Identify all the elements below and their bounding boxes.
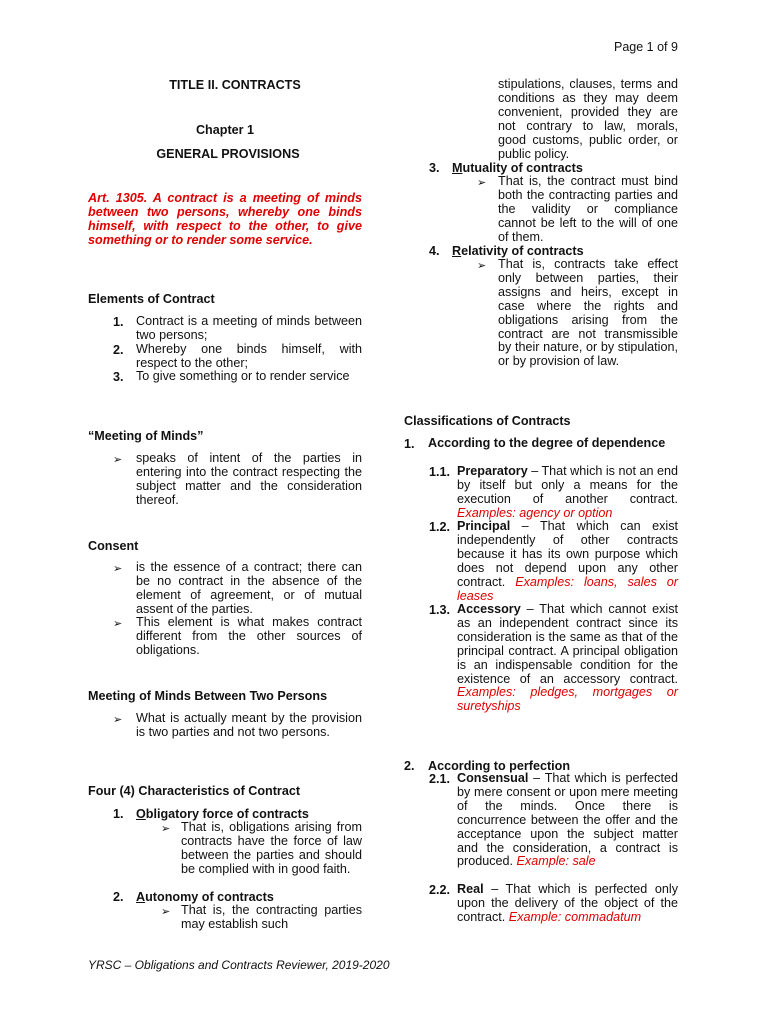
meeting-minds-heading: “Meeting of Minds” — [88, 429, 204, 443]
sub-number: 1.1. — [429, 465, 451, 479]
bullet-text: That is, the contracting parties may establish such — [181, 903, 362, 931]
two-persons-heading: Meeting of Minds Between Two Persons — [88, 689, 328, 703]
sub-number: 2.2. — [429, 883, 451, 897]
arrow-bullet-icon: ➢ — [113, 714, 123, 726]
bullet-text: speaks of intent of the parties in entering into the contract respecting the subject matter and the consideration thereof. — [136, 451, 362, 507]
bullet-text: That is, the contract must bind both the contracting parties and the validity or compliance cannot be left to the will of one of them. — [498, 174, 678, 244]
chapter-subtitle: GENERAL PROVISIONS — [156, 147, 300, 161]
article-1305: Art. 1305. A contract is a meeting of minds between two persons, whereby one binds himself, with respect to the other, to give something or to render some service. — [88, 191, 362, 247]
chapter-title: Chapter 1 — [195, 123, 255, 137]
bullet-text: What is actually meant by the provision is two parties and not two persons. — [136, 711, 362, 739]
elements-heading: Elements of Contract — [88, 292, 215, 306]
list-number: 3. — [113, 370, 124, 384]
list-number: 1. — [404, 437, 415, 451]
bullet-text: That is, obligations arising from contracts have the force of law between the parties and should be complied with in good faith. — [181, 820, 362, 876]
autonomy-continuation: stipulations, clauses, terms and conditions as they may deem convenient, provided they are not contrary to law, morals, good customs, public order, or public policy. — [498, 77, 678, 161]
document-title: TITLE II. CONTRACTS — [169, 78, 301, 92]
characteristic-title: Mutuality of contracts — [452, 161, 583, 175]
list-item: Whereby one binds himself, with respect to the other; — [136, 342, 362, 370]
list-number: 1. — [113, 315, 124, 329]
sub-number: 1.3. — [429, 603, 451, 617]
characteristic-title: Obligatory force of contracts — [136, 807, 309, 821]
sub-number: 1.2. — [429, 520, 451, 534]
list-item: To give something or to render service — [136, 369, 350, 383]
page-number: Page 1 of 9 — [614, 40, 678, 54]
arrow-bullet-icon: ➢ — [477, 260, 487, 272]
characteristic-title: Autonomy of contracts — [136, 890, 274, 904]
page-footer: YRSC – Obligations and Contracts Reviewer, 2019-2020 — [88, 958, 390, 972]
classification-entry: Accessory – That which cannot exist as an independent contract since its consideration is the same as that of the principal contract. A principal obligation is an indispensable condition for the existence of an accessory contract. Examples: pledges, mortgages or suretyships — [457, 602, 678, 714]
arrow-bullet-icon: ➢ — [477, 177, 487, 189]
arrow-bullet-icon: ➢ — [113, 454, 123, 466]
arrow-bullet-icon: ➢ — [113, 618, 123, 630]
arrow-bullet-icon: ➢ — [161, 823, 171, 835]
list-number: 1. — [113, 807, 124, 821]
bullet-text: is the essence of a contract; there can be no contract in the absence of the element of agreement, or of mutual assent of the parties. — [136, 560, 362, 616]
bullet-text: This element is what makes contract different from the other sources of obligations. — [136, 615, 362, 657]
list-number: 2. — [404, 759, 415, 773]
classification-entry: Consensual – That which is perfected by mere consent or upon mere meeting of the minds. Once there is concurrence between the offer and the acceptance upon the subject matter and the consideration, a contract is produced. Example: sale — [457, 771, 678, 869]
arrow-bullet-icon: ➢ — [161, 906, 171, 918]
consent-heading: Consent — [88, 539, 139, 553]
characteristic-title: Relativity of contracts — [452, 244, 584, 258]
list-number: 4. — [429, 244, 440, 258]
characteristics-heading: Four (4) Characteristics of Contract — [88, 784, 301, 798]
sub-number: 2.1. — [429, 772, 451, 786]
list-number: 2. — [113, 343, 124, 357]
classification-entry: Principal – That which can exist independently of other contracts because it has its own purpose which does not depend upon any other contract. Examples: loans, sales or leases — [457, 519, 679, 603]
classification-title: According to perfection — [428, 759, 571, 773]
list-item: Contract is a meeting of minds between two persons; — [136, 314, 362, 342]
classification-title: According to the degree of dependence — [428, 436, 666, 450]
list-number: 2. — [113, 890, 124, 904]
classification-entry: Preparatory – That which is not an end by itself but only a means for the execution of another contract. Examples: agency or option — [457, 464, 678, 520]
bullet-text: That is, contracts take effect only between parties, their assigns and heirs, except in case where the rights and obligations arising from the contract are not transmissible by their nature, or by stipulation, or by provision of law. — [498, 257, 678, 369]
arrow-bullet-icon: ➢ — [113, 563, 123, 575]
classification-entry: Real – That which is perfected only upon the delivery of the object of the contract. Example: commadatum — [457, 882, 678, 924]
classifications-heading: Classifications of Contracts — [404, 414, 571, 428]
list-number: 3. — [429, 161, 440, 175]
